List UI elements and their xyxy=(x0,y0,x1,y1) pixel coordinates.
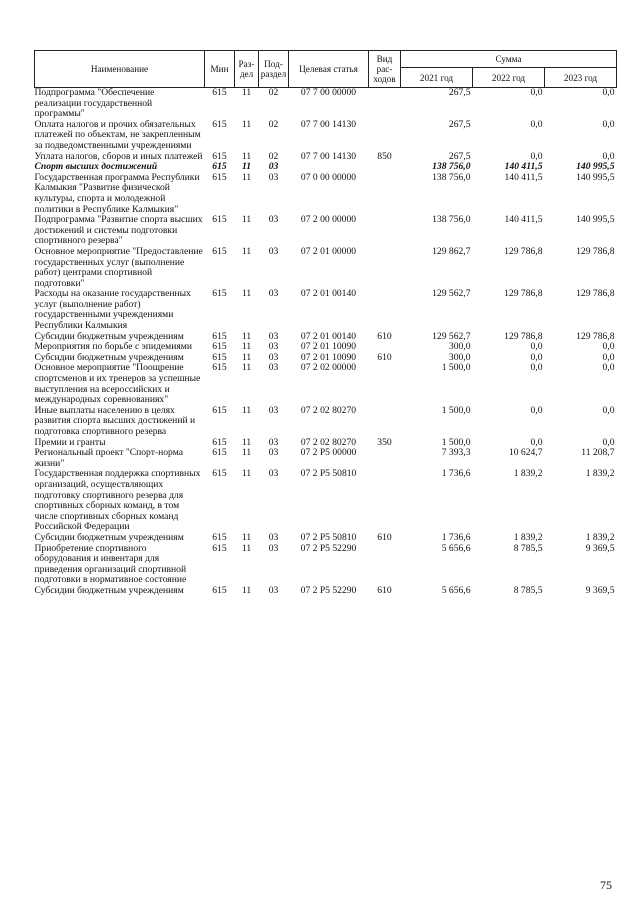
cell-2022: 0,0 xyxy=(530,404,543,416)
table-row xyxy=(35,586,617,597)
cell-target-item: 07 2 02 80270 xyxy=(300,436,357,448)
cell-expense-type xyxy=(369,448,401,469)
cell-min: 615 xyxy=(212,447,227,459)
cell-name: Основное мероприятие "Предоставление государственных услуг (выполнение работ) центрами спортивной подготовки" xyxy=(34,245,203,289)
cell-razdel: 11 xyxy=(241,330,252,342)
cell-razdel: 11 xyxy=(241,245,252,257)
cell-target-item: 07 7 00 14130 xyxy=(300,118,357,130)
cell-razdel: 11 xyxy=(241,542,252,554)
cell-min: 615 xyxy=(212,288,227,300)
cell-expense-type: 610 xyxy=(377,351,392,363)
cell-razdel: 11 xyxy=(241,341,252,353)
cell-2022: 0,0 xyxy=(530,118,543,130)
cell-name: Спорт высших достижений xyxy=(34,161,158,173)
table-row xyxy=(35,469,617,533)
cell-2021: 1 500,0 xyxy=(441,404,471,416)
cell-2021: 138 756,0 xyxy=(432,171,471,183)
cell-2023: 1 839,2 xyxy=(585,468,615,480)
cell-min: 615 xyxy=(212,351,227,363)
cell-2021: 7 393,3 xyxy=(441,447,471,459)
cell-target-item: 07 2 P5 50810 xyxy=(300,468,357,480)
header-expense-type: Вид рас-ходов xyxy=(369,51,401,88)
cell-name: Уплата налогов, сборов и иных платежей xyxy=(34,150,203,162)
cell-razdel: 11 xyxy=(241,87,252,98)
table-row xyxy=(35,88,617,120)
cell-razdel: 11 xyxy=(241,447,252,459)
cell-2023: 0,0 xyxy=(602,351,615,363)
cell-podrazdel: 03 xyxy=(268,171,279,183)
cell-target-item: 07 2 01 00140 xyxy=(300,288,357,300)
cell-min: 615 xyxy=(212,542,227,554)
cell-2023: 1 839,2 xyxy=(585,531,615,543)
cell-razdel: 11 xyxy=(241,351,252,363)
cell-2023: 129 786,8 xyxy=(576,288,615,300)
cell-2021: 300,0 xyxy=(448,341,471,353)
cell-podrazdel: 03 xyxy=(268,468,279,480)
table-row xyxy=(35,406,617,438)
cell-min: 615 xyxy=(212,531,227,543)
cell-podrazdel: 03 xyxy=(268,542,279,554)
cell-min: 615 xyxy=(212,584,227,596)
cell-target-item: 07 2 01 10090 xyxy=(300,351,357,363)
cell-target-item: 07 7 00 00000 xyxy=(300,87,357,98)
cell-podrazdel: 03 xyxy=(268,245,279,257)
cell-2022: 140 411,5 xyxy=(504,161,543,173)
cell-name: Расходы на оказание государственных услуг (выполнение работ) государственными учреждениями Республики Калмыкия xyxy=(34,288,191,332)
header-year-2023: 2023 год xyxy=(545,68,617,88)
cell-podrazdel: 03 xyxy=(268,531,279,543)
header-year-2021: 2021 год xyxy=(401,68,473,88)
cell-2023: 0,0 xyxy=(602,118,615,130)
cell-name: Государственная программа Республики Калмыкия "Развитие физической культуры, спорта и молодежной политики в Республике Калмыкия" xyxy=(34,171,200,215)
cell-expense-type xyxy=(369,544,401,586)
cell-expense-type xyxy=(369,173,401,215)
cell-podrazdel: 02 xyxy=(268,150,279,162)
cell-min: 615 xyxy=(212,341,227,353)
cell-min: 615 xyxy=(212,171,227,183)
cell-min: 615 xyxy=(212,150,227,162)
header-min: Мин xyxy=(205,51,235,88)
cell-2022: 8 785,5 xyxy=(513,542,543,554)
cell-expense-type xyxy=(369,406,401,438)
cell-2022: 0,0 xyxy=(530,351,543,363)
cell-2022: 0,0 xyxy=(530,341,543,353)
cell-2022: 0,0 xyxy=(530,150,543,162)
cell-razdel: 11 xyxy=(241,171,252,183)
page-number: 75 xyxy=(600,878,612,892)
cell-2021: 267,5 xyxy=(448,118,471,130)
cell-target-item: 07 7 00 14130 xyxy=(300,150,357,162)
header-podrazdel: Под-раздел xyxy=(259,51,289,88)
header-year-2022: 2022 год xyxy=(473,68,545,88)
cell-podrazdel: 03 xyxy=(268,436,279,448)
cell-2021: 129 562,7 xyxy=(432,288,471,300)
cell-target-item: 07 2 P5 50810 xyxy=(300,531,357,543)
cell-razdel: 11 xyxy=(241,214,252,226)
table-row xyxy=(35,173,617,215)
cell-expense-type xyxy=(369,247,401,289)
cell-2023: 0,0 xyxy=(602,150,615,162)
cell-target-item: 07 2 01 10090 xyxy=(300,341,357,353)
cell-2021: 267,5 xyxy=(448,150,471,162)
cell-2021: 1 500,0 xyxy=(441,362,471,374)
cell-2021: 267,5 xyxy=(448,87,471,98)
cell-2022: 140 411,5 xyxy=(504,171,543,183)
cell-2022: 1 839,2 xyxy=(513,468,543,480)
header-sum: Сумма xyxy=(401,51,617,68)
cell-podrazdel: 03 xyxy=(268,214,279,226)
cell-razdel: 11 xyxy=(241,118,252,130)
cell-2021: 5 656,6 xyxy=(441,584,471,596)
cell-min: 615 xyxy=(212,161,227,173)
cell-target-item: 07 2 02 00000 xyxy=(300,362,357,374)
cell-2021: 1 500,0 xyxy=(441,436,471,448)
cell-min: 615 xyxy=(212,214,227,226)
table-header xyxy=(35,51,617,88)
table-row xyxy=(35,289,617,331)
cell-2022: 8 785,5 xyxy=(513,584,543,596)
cell-expense-type xyxy=(369,363,401,405)
cell-razdel: 11 xyxy=(241,362,252,374)
cell-podrazdel: 03 xyxy=(268,447,279,459)
header-razdel: Раз-дел xyxy=(235,51,259,88)
cell-min: 615 xyxy=(212,436,227,448)
cell-razdel: 11 xyxy=(241,584,252,596)
cell-podrazdel: 03 xyxy=(268,288,279,300)
cell-min: 615 xyxy=(212,118,227,130)
cell-expense-type xyxy=(369,215,401,247)
cell-2021: 1 736,6 xyxy=(441,468,471,480)
cell-min: 615 xyxy=(212,330,227,342)
cell-2023: 129 786,8 xyxy=(576,245,615,257)
cell-name: Государственная поддержка спортивных организаций, осуществляющих подготовку спортивного резерва для спортивных сборных команд, в том числе спортивных сборных команд Российской Федерации xyxy=(34,468,201,533)
cell-podrazdel: 03 xyxy=(268,341,279,353)
cell-2023: 0,0 xyxy=(602,341,615,353)
cell-razdel: 11 xyxy=(241,404,252,416)
table-body xyxy=(35,88,617,597)
cell-2021: 129 562,7 xyxy=(432,330,471,342)
cell-2022: 10 624,7 xyxy=(508,447,543,459)
cell-razdel: 11 xyxy=(241,150,252,162)
cell-expense-type xyxy=(369,469,401,533)
cell-target-item: 07 2 P5 52290 xyxy=(300,542,357,554)
cell-2021: 300,0 xyxy=(448,351,471,363)
cell-target-item: 07 2 01 00000 xyxy=(300,245,357,257)
cell-2021: 5 656,6 xyxy=(441,542,471,554)
cell-target-item: 07 2 P5 00000 xyxy=(300,447,357,459)
cell-target-item: 07 2 P5 52290 xyxy=(300,584,357,596)
cell-2022: 129 786,8 xyxy=(504,288,543,300)
cell-podrazdel: 03 xyxy=(268,351,279,363)
cell-2022: 129 786,8 xyxy=(504,330,543,342)
cell-name: Премии и гранты xyxy=(34,436,106,448)
cell-min: 615 xyxy=(212,404,227,416)
cell-podrazdel: 02 xyxy=(268,87,279,98)
cell-min: 615 xyxy=(212,468,227,480)
cell-podrazdel: 03 xyxy=(268,362,279,374)
cell-name: Приобретение спортивного оборудования и инвентаря для приведения организаций спортивной подготовки в нормативное состояние xyxy=(34,542,187,586)
cell-name: Иные выплаты населению в целях развития спорта высших достижений и подготовка спортивного резерва xyxy=(34,404,196,437)
cell-min: 615 xyxy=(212,245,227,257)
cell-2023: 0,0 xyxy=(602,87,615,98)
cell-name: Субсидии бюджетным учреждениям xyxy=(34,531,184,543)
cell-2022: 1 839,2 xyxy=(513,531,543,543)
cell-min: 615 xyxy=(212,362,227,374)
cell-expense-type xyxy=(369,289,401,331)
cell-expense-type: 610 xyxy=(377,531,392,543)
budget-table xyxy=(34,50,617,597)
header-target-item: Целевая статья xyxy=(289,51,369,88)
cell-2021: 129 862,7 xyxy=(432,245,471,257)
cell-2023: 140 995,5 xyxy=(576,214,615,226)
cell-expense-type xyxy=(369,162,401,173)
cell-2023: 129 786,8 xyxy=(576,330,615,342)
header-name: Наименование xyxy=(35,51,205,88)
cell-podrazdel: 02 xyxy=(268,118,279,130)
cell-min: 615 xyxy=(212,87,227,98)
cell-2023: 9 369,5 xyxy=(585,542,615,554)
cell-name: Субсидии бюджетным учреждениям xyxy=(34,584,184,596)
cell-expense-type: 350 xyxy=(377,436,392,448)
cell-razdel: 11 xyxy=(241,161,252,173)
cell-podrazdel: 03 xyxy=(268,584,279,596)
cell-name: Подпрограмма "Развитие спорта высших достижений и системы подготовки спортивного резерва" xyxy=(34,214,203,247)
cell-2023: 0,0 xyxy=(602,436,615,448)
cell-razdel: 11 xyxy=(241,468,252,480)
table-row xyxy=(35,120,617,152)
cell-razdel: 11 xyxy=(241,288,252,300)
cell-2023: 140 995,5 xyxy=(576,161,615,173)
cell-2023: 9 369,5 xyxy=(585,584,615,596)
cell-2023: 0,0 xyxy=(602,362,615,374)
cell-target-item: 07 2 00 00000 xyxy=(300,214,357,226)
cell-2023: 11 208,7 xyxy=(581,447,615,459)
cell-2022: 0,0 xyxy=(530,436,543,448)
cell-podrazdel: 03 xyxy=(268,330,279,342)
cell-2023: 140 995,5 xyxy=(576,171,615,183)
cell-2022: 0,0 xyxy=(530,87,543,98)
cell-name: Основное мероприятие "Поощрение спортсменов и их тренеров за успешные выступления на всероссийских и международных соревнованиях" xyxy=(34,362,201,406)
cell-2021: 1 736,6 xyxy=(441,531,471,543)
table-row xyxy=(35,247,617,289)
cell-target-item: 07 2 01 00140 xyxy=(300,330,357,342)
cell-expense-type xyxy=(369,120,401,152)
table-row xyxy=(35,533,617,544)
cell-2021: 138 756,0 xyxy=(432,161,471,173)
table-row xyxy=(35,544,617,586)
table-row xyxy=(35,448,617,469)
cell-name: Мероприятия по борьбе с эпидемиями xyxy=(34,341,192,353)
cell-name: Субсидии бюджетным учреждениям xyxy=(34,351,184,363)
cell-expense-type: 610 xyxy=(377,584,392,596)
cell-2022: 129 786,8 xyxy=(504,245,543,257)
cell-2022: 140 411,5 xyxy=(504,214,543,226)
cell-name: Оплата налогов и прочих обязательных платежей по объектам, не закрепленным за подведомственными учреждениями xyxy=(34,118,201,151)
cell-name: Региональный проект "Спорт-норма жизни" xyxy=(34,447,183,469)
cell-podrazdel: 03 xyxy=(268,161,279,173)
cell-expense-type xyxy=(369,88,401,120)
table-row xyxy=(35,215,617,247)
cell-name: Субсидии бюджетным учреждениям xyxy=(34,330,184,342)
cell-expense-type: 850 xyxy=(377,150,392,162)
cell-razdel: 11 xyxy=(241,436,252,448)
cell-razdel: 11 xyxy=(241,531,252,543)
cell-target-item: 07 0 00 00000 xyxy=(300,171,357,183)
cell-expense-type: 610 xyxy=(377,330,392,342)
cell-podrazdel: 03 xyxy=(268,404,279,416)
cell-2021: 138 756,0 xyxy=(432,214,471,226)
cell-name: Подпрограмма "Обеспечение реализации государственной программы" xyxy=(34,87,155,120)
cell-2023: 0,0 xyxy=(602,404,615,416)
table-row xyxy=(35,363,617,405)
cell-2022: 0,0 xyxy=(530,362,543,374)
cell-target-item: 07 2 02 80270 xyxy=(300,404,357,416)
